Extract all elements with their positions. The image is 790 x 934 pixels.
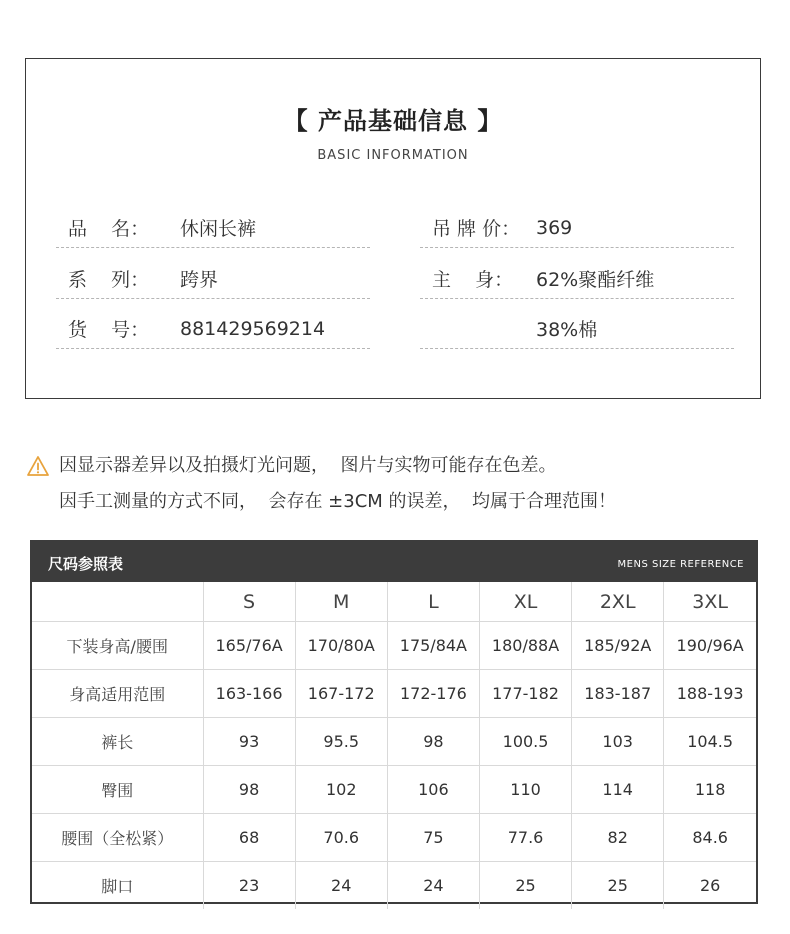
size-col-3xl: 3XL <box>664 582 756 622</box>
table-cell: 170/80A <box>295 622 387 670</box>
table-cell: 180/88A <box>479 622 571 670</box>
table-cell: 24 <box>387 862 479 910</box>
info-row-tag-price <box>420 208 734 248</box>
size-col-m: M <box>295 582 387 622</box>
table-cell: 102 <box>295 766 387 814</box>
info-label: 吊 牌 价： <box>432 218 521 240</box>
table-cell: 93 <box>203 718 295 766</box>
basic-info-subtitle: BASIC INFORMATION <box>317 148 469 163</box>
table-cell: 84.6 <box>664 814 756 862</box>
table-cell: 163-166 <box>203 670 295 718</box>
notice-text-1: 因显示器差异以及拍摄灯光问题， 图片与实物可能存在色差。 <box>59 455 557 476</box>
table-row <box>32 670 756 718</box>
size-col-2xl: 2XL <box>572 582 664 622</box>
table-cell: 23 <box>203 862 295 910</box>
notice-line-2 <box>27 484 616 520</box>
info-label: 货 号： <box>68 319 150 341</box>
notice-text-2: 因手工测量的方式不同， 会存在 ±3CM 的误差， 均属于合理范围！ <box>59 491 616 512</box>
row-label: 脚口 <box>32 862 203 910</box>
size-chart-subtitle: MENS SIZE REFERENCE <box>617 559 744 570</box>
table-row <box>32 814 756 862</box>
size-corner-cell <box>32 582 203 622</box>
table-cell: 77.6 <box>479 814 571 862</box>
table-cell: 114 <box>572 766 664 814</box>
size-chart <box>30 540 758 904</box>
row-label: 身高适用范围 <box>32 670 203 718</box>
table-row <box>32 766 756 814</box>
table-cell: 70.6 <box>295 814 387 862</box>
info-value: 369 <box>536 216 573 239</box>
info-row-series <box>56 259 370 299</box>
table-cell: 75 <box>387 814 479 862</box>
table-cell: 165/76A <box>203 622 295 670</box>
info-label: 品 名： <box>68 218 150 240</box>
table-row <box>32 718 756 766</box>
table-cell: 98 <box>387 718 479 766</box>
table-cell: 177-182 <box>479 670 571 718</box>
basic-info-title: 【 产品基础信息 】 <box>283 107 503 135</box>
table-cell: 172-176 <box>387 670 479 718</box>
notice-line-1 <box>27 448 616 484</box>
size-chart-header <box>32 542 756 582</box>
size-header-row <box>32 582 756 622</box>
info-row-main-fabric <box>420 259 734 299</box>
table-cell: 100.5 <box>479 718 571 766</box>
size-col-xl: XL <box>479 582 571 622</box>
size-col-l: L <box>387 582 479 622</box>
table-cell: 175/84A <box>387 622 479 670</box>
row-label: 下装身高/腰围 <box>32 622 203 670</box>
table-cell: 25 <box>572 862 664 910</box>
table-cell: 185/92A <box>572 622 664 670</box>
table-cell: 106 <box>387 766 479 814</box>
table-cell: 190/96A <box>664 622 756 670</box>
warning-triangle-icon <box>27 455 49 477</box>
table-cell: 95.5 <box>295 718 387 766</box>
info-row-product-name <box>56 208 370 248</box>
size-table <box>32 582 756 909</box>
table-cell: 167-172 <box>295 670 387 718</box>
table-cell: 103 <box>572 718 664 766</box>
info-value: 62%聚酯纤维 <box>536 269 655 291</box>
table-cell: 82 <box>572 814 664 862</box>
info-row-item-number <box>56 309 370 349</box>
table-cell: 98 <box>203 766 295 814</box>
row-label: 腰围（全松紧） <box>32 814 203 862</box>
info-label: 系 列： <box>68 269 150 291</box>
size-col-s: S <box>203 582 295 622</box>
table-cell: 110 <box>479 766 571 814</box>
table-cell: 24 <box>295 862 387 910</box>
table-cell: 183-187 <box>572 670 664 718</box>
notice <box>27 448 616 520</box>
row-label: 裤长 <box>32 718 203 766</box>
table-cell: 118 <box>664 766 756 814</box>
table-cell: 188-193 <box>664 670 756 718</box>
info-label: 主 身： <box>432 269 514 291</box>
table-cell: 26 <box>699 876 721 895</box>
info-row-fabric-2 <box>420 309 734 349</box>
table-row <box>32 862 756 910</box>
info-value: 881429569214 <box>180 317 326 340</box>
table-cell: 104.5 <box>664 718 756 766</box>
table-cell: 68 <box>203 814 295 862</box>
size-chart-title: 尺码参照表 <box>48 555 124 573</box>
row-label: 臀围 <box>32 766 203 814</box>
info-value: 38%棉 <box>536 319 598 341</box>
basic-info-panel <box>25 58 761 399</box>
info-value: 休闲长裤 <box>180 218 257 240</box>
table-row <box>32 622 756 670</box>
info-value: 跨界 <box>180 269 219 291</box>
table-cell: 25 <box>479 862 571 910</box>
